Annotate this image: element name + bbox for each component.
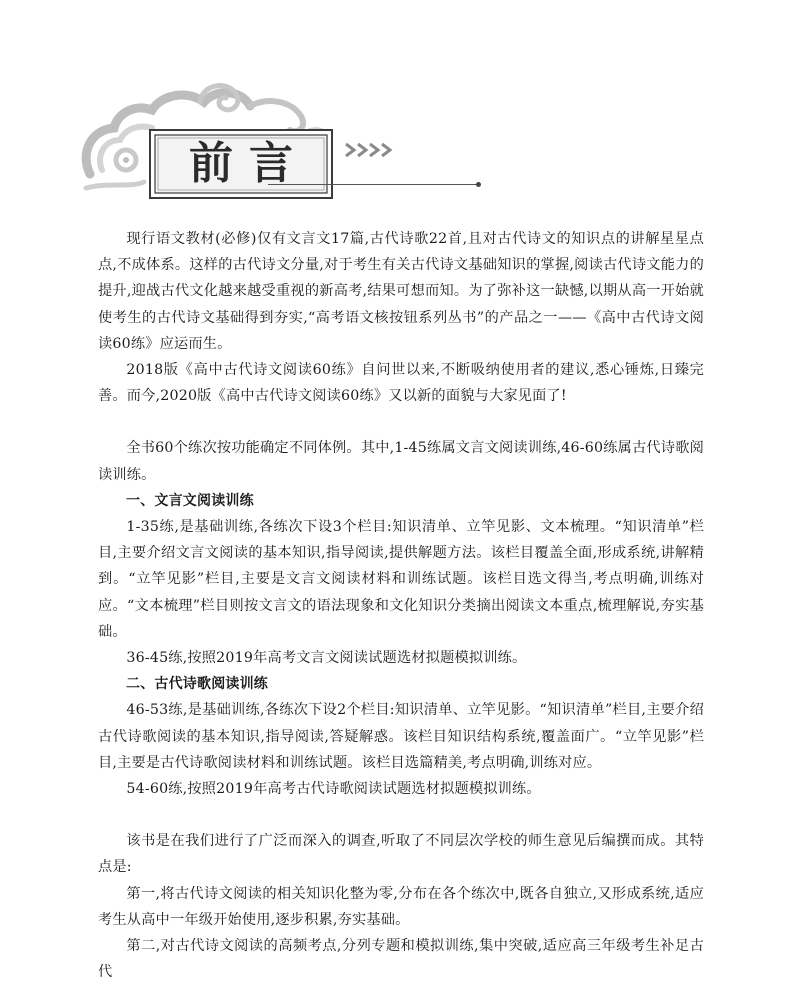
page-title: 前言 xyxy=(189,138,309,189)
preface-header xyxy=(80,78,500,208)
preface-body xyxy=(98,226,704,985)
paragraph-features-intro: 该书是在我们进行了广泛而深入的调查,听取了不同层次学校的师生意见后编撰而成。其特点是: xyxy=(98,833,704,876)
paragraph-feature-one: 第一,将古代诗文阅读的相关知识化整为零,分布在各个练次中,既各自独立,又形成系统,适应考生从高中一年级开始使用,逐步积累,夯实基础。 xyxy=(98,885,704,928)
paragraph-prose-basic: 1-35练,是基础训练,各练次下设3个栏目:知识清单、立竿见影、文本梳理。“知识清单”栏目,主要介绍文言文阅读的基本知识,指导阅读,提供解题方法。该栏目覆盖全面,形成系统,讲解精到。“立竿见影”栏目,主要是文言文阅读材料和训练试题。该栏目选文得当,考点明确,训练对应。“文本梳理”栏目则按文言文的语法现象和文化知识分类摘出阅读文本重点,梳理解说,夯实基础。 xyxy=(98,519,704,640)
paragraph-structure: 全书60个练次按功能确定不同体例。其中,1-45练属文言文阅读训练,46-60练属古代诗歌阅读训练。 xyxy=(98,440,704,483)
title-plate xyxy=(148,128,334,200)
paragraph-prose-mock: 36-45练,按照2019年高考文言文阅读试题选材拟题模拟训练。 xyxy=(126,650,527,667)
spacer xyxy=(98,409,704,435)
spacer xyxy=(98,802,704,828)
header-rule xyxy=(268,184,478,185)
paragraph-edition: 2018版《高中古代诗文阅读60练》自问世以来,不断吸纳使用者的建议,悉心锤炼,日臻完善。而今,2020版《高中古代诗文阅读60练》又以新的面貌与大家见面了! xyxy=(98,362,704,405)
header-rule-dot xyxy=(476,182,481,187)
section-heading-classical-prose: 一、文言文阅读训练 xyxy=(126,492,254,509)
paragraph-intro: 现行语文教材(必修)仅有文言文17篇,古代诗歌22首,且对古代诗文的知识点的讲解星星点点,不成体系。这样的古代诗文分量,对于考生有关古代诗文基础知识的掌握,阅读古代诗文能力的提升,迎战古代文化越来越受重视的新高考,结果可想而知。为了弥补这一缺憾,以期从高一开始就使考生的古代诗文基础得到夯实,“高考语文核按钮系列丛书”的产品之一——《高中古代诗文阅读60练》应运而生。 xyxy=(98,231,704,352)
paragraph-poetry-basic: 46-53练,是基础训练,各练次下设2个栏目:知识清单、立竿见影。“知识清单”栏目,主要介绍古代诗歌阅读的基本知识,指导阅读,答疑解惑。该栏目知识结构系统,覆盖面广。“立竿见影”栏目,主要是古代诗歌阅读材料和训练试题。该栏目选篇精美,考点明确,训练对应。 xyxy=(98,702,704,771)
paragraph-poetry-mock: 54-60练,按照2019年高考古代诗歌阅读试题选材拟题模拟训练。 xyxy=(126,781,541,798)
chevron-arrows-icon xyxy=(342,140,402,160)
paragraph-feature-two: 第二,对古代诗文阅读的高频考点,分列专题和模拟训练,集中突破,适应高三年级考生补足古代 xyxy=(98,938,704,981)
section-heading-poetry: 二、古代诗歌阅读训练 xyxy=(126,676,268,693)
